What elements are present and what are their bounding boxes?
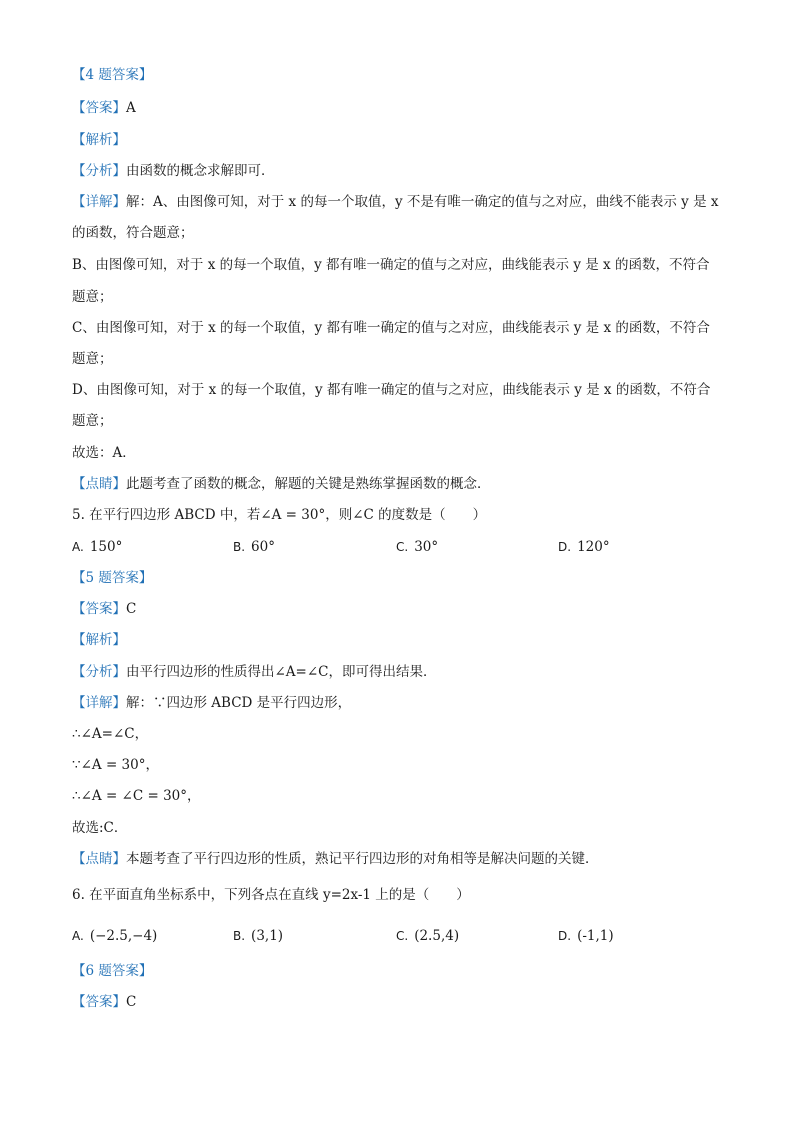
q5-option-d: D. 120° [558, 539, 610, 555]
answer-tag: 【答案】 [72, 100, 126, 116]
q5-option-a: A. 150° [72, 539, 123, 555]
q6-stem: 6. 在平面直角坐标系中，下列各点在直线 y=2x-1 上的是（ ） [72, 887, 470, 903]
q4-choose: 故选：A． [72, 445, 136, 461]
dianjing-tag: 【点睛】 [72, 476, 126, 492]
q4-option-b-line1: B、由图像可知，对于 x 的每一个取值，y 都有唯一确定的值与之对应，曲线能表示 y 是 x 的函数，不符合 [72, 257, 710, 273]
q4-fenxi-line [72, 162, 275, 180]
q4-dianjing-line [72, 475, 491, 493]
dianjing-tag: 【点睛】 [72, 851, 126, 867]
q5-option-b: B. 60° [233, 539, 275, 555]
fenxi-tag: 【分析】 [72, 664, 126, 680]
q4-option-c-line2: 题意； [72, 351, 113, 367]
q5-answer-line [72, 600, 136, 618]
fenxi-text: 由平行四边形的性质得出∠A=∠C，即可得出结果． [126, 664, 437, 680]
q4-answer-header: 【4 题答案】 [72, 67, 153, 83]
q5-detail-line [72, 694, 351, 712]
q6-answer-header: 【6 题答案】 [72, 963, 153, 979]
q6-option-a: A. (−2.5,−4) [72, 928, 158, 944]
q5-step2: ∵∠A = 30°， [72, 757, 159, 773]
fenxi-text: 由函数的概念求解即可． [126, 163, 275, 179]
answer-tag: 【答案】 [72, 994, 126, 1010]
answer-value: C [126, 994, 137, 1010]
q5-choose: 故选:C． [72, 820, 128, 836]
dianjing-text: 本题考查了平行四边形的性质，熟记平行四边形的对角相等是解决问题的关键． [126, 851, 599, 867]
q6-option-d: D. (-1,1) [558, 928, 614, 944]
q4-option-d-line1: D、由图像可知，对于 x 的每一个取值，y 都有唯一确定的值与之对应，曲线能表示 y 是 x 的函数，不符合 [72, 382, 711, 398]
detail-text: 解：A、由图像可知，对于 x 的每一个取值，y 不是有唯一确定的值与之对应，曲线不能表示 y 是 x [126, 194, 719, 210]
detail-text: 解：∵四边形 ABCD 是平行四边形， [126, 695, 352, 711]
q5-analysis-tag: 【解析】 [72, 632, 126, 648]
detail-tag: 【详解】 [72, 194, 126, 210]
answer-tag: 【答案】 [72, 601, 126, 617]
q5-dianjing-line [72, 850, 599, 868]
q6-option-b: B. (3,1) [233, 928, 284, 944]
q5-step1: ∴∠A=∠C， [72, 726, 149, 742]
fenxi-tag: 【分析】 [72, 163, 126, 179]
q5-option-c: C. 30° [396, 539, 439, 555]
q4-analysis-tag: 【解析】 [72, 132, 126, 148]
q4-answer-line [72, 99, 136, 117]
answer-value: C [126, 601, 137, 617]
q6-option-c: C. (2.5,4) [396, 928, 460, 944]
detail-tag: 【详解】 [72, 695, 126, 711]
q5-fenxi-line [72, 663, 437, 681]
q5-step3: ∴∠A = ∠C = 30°， [72, 788, 201, 804]
q6-answer-line [72, 993, 136, 1011]
q4-option-b-line2: 题意； [72, 289, 113, 305]
dianjing-text: 此题考查了函数的概念，解题的关键是熟练掌握函数的概念． [126, 476, 491, 492]
q5-answer-header: 【5 题答案】 [72, 570, 153, 586]
q5-stem: 5. 在平行四边形 ABCD 中，若∠A = 30°，则∠C 的度数是（ ） [72, 507, 487, 523]
q4-option-c-line1: C、由图像可知，对于 x 的每一个取值，y 都有唯一确定的值与之对应，曲线能表示 y 是 x 的函数，不符合 [72, 320, 710, 336]
q4-detail-line1 [72, 193, 718, 211]
q4-option-d-line2: 题意； [72, 413, 113, 429]
answer-value: A [126, 100, 136, 116]
q4-detail-line2: 的函数，符合题意； [72, 225, 194, 241]
